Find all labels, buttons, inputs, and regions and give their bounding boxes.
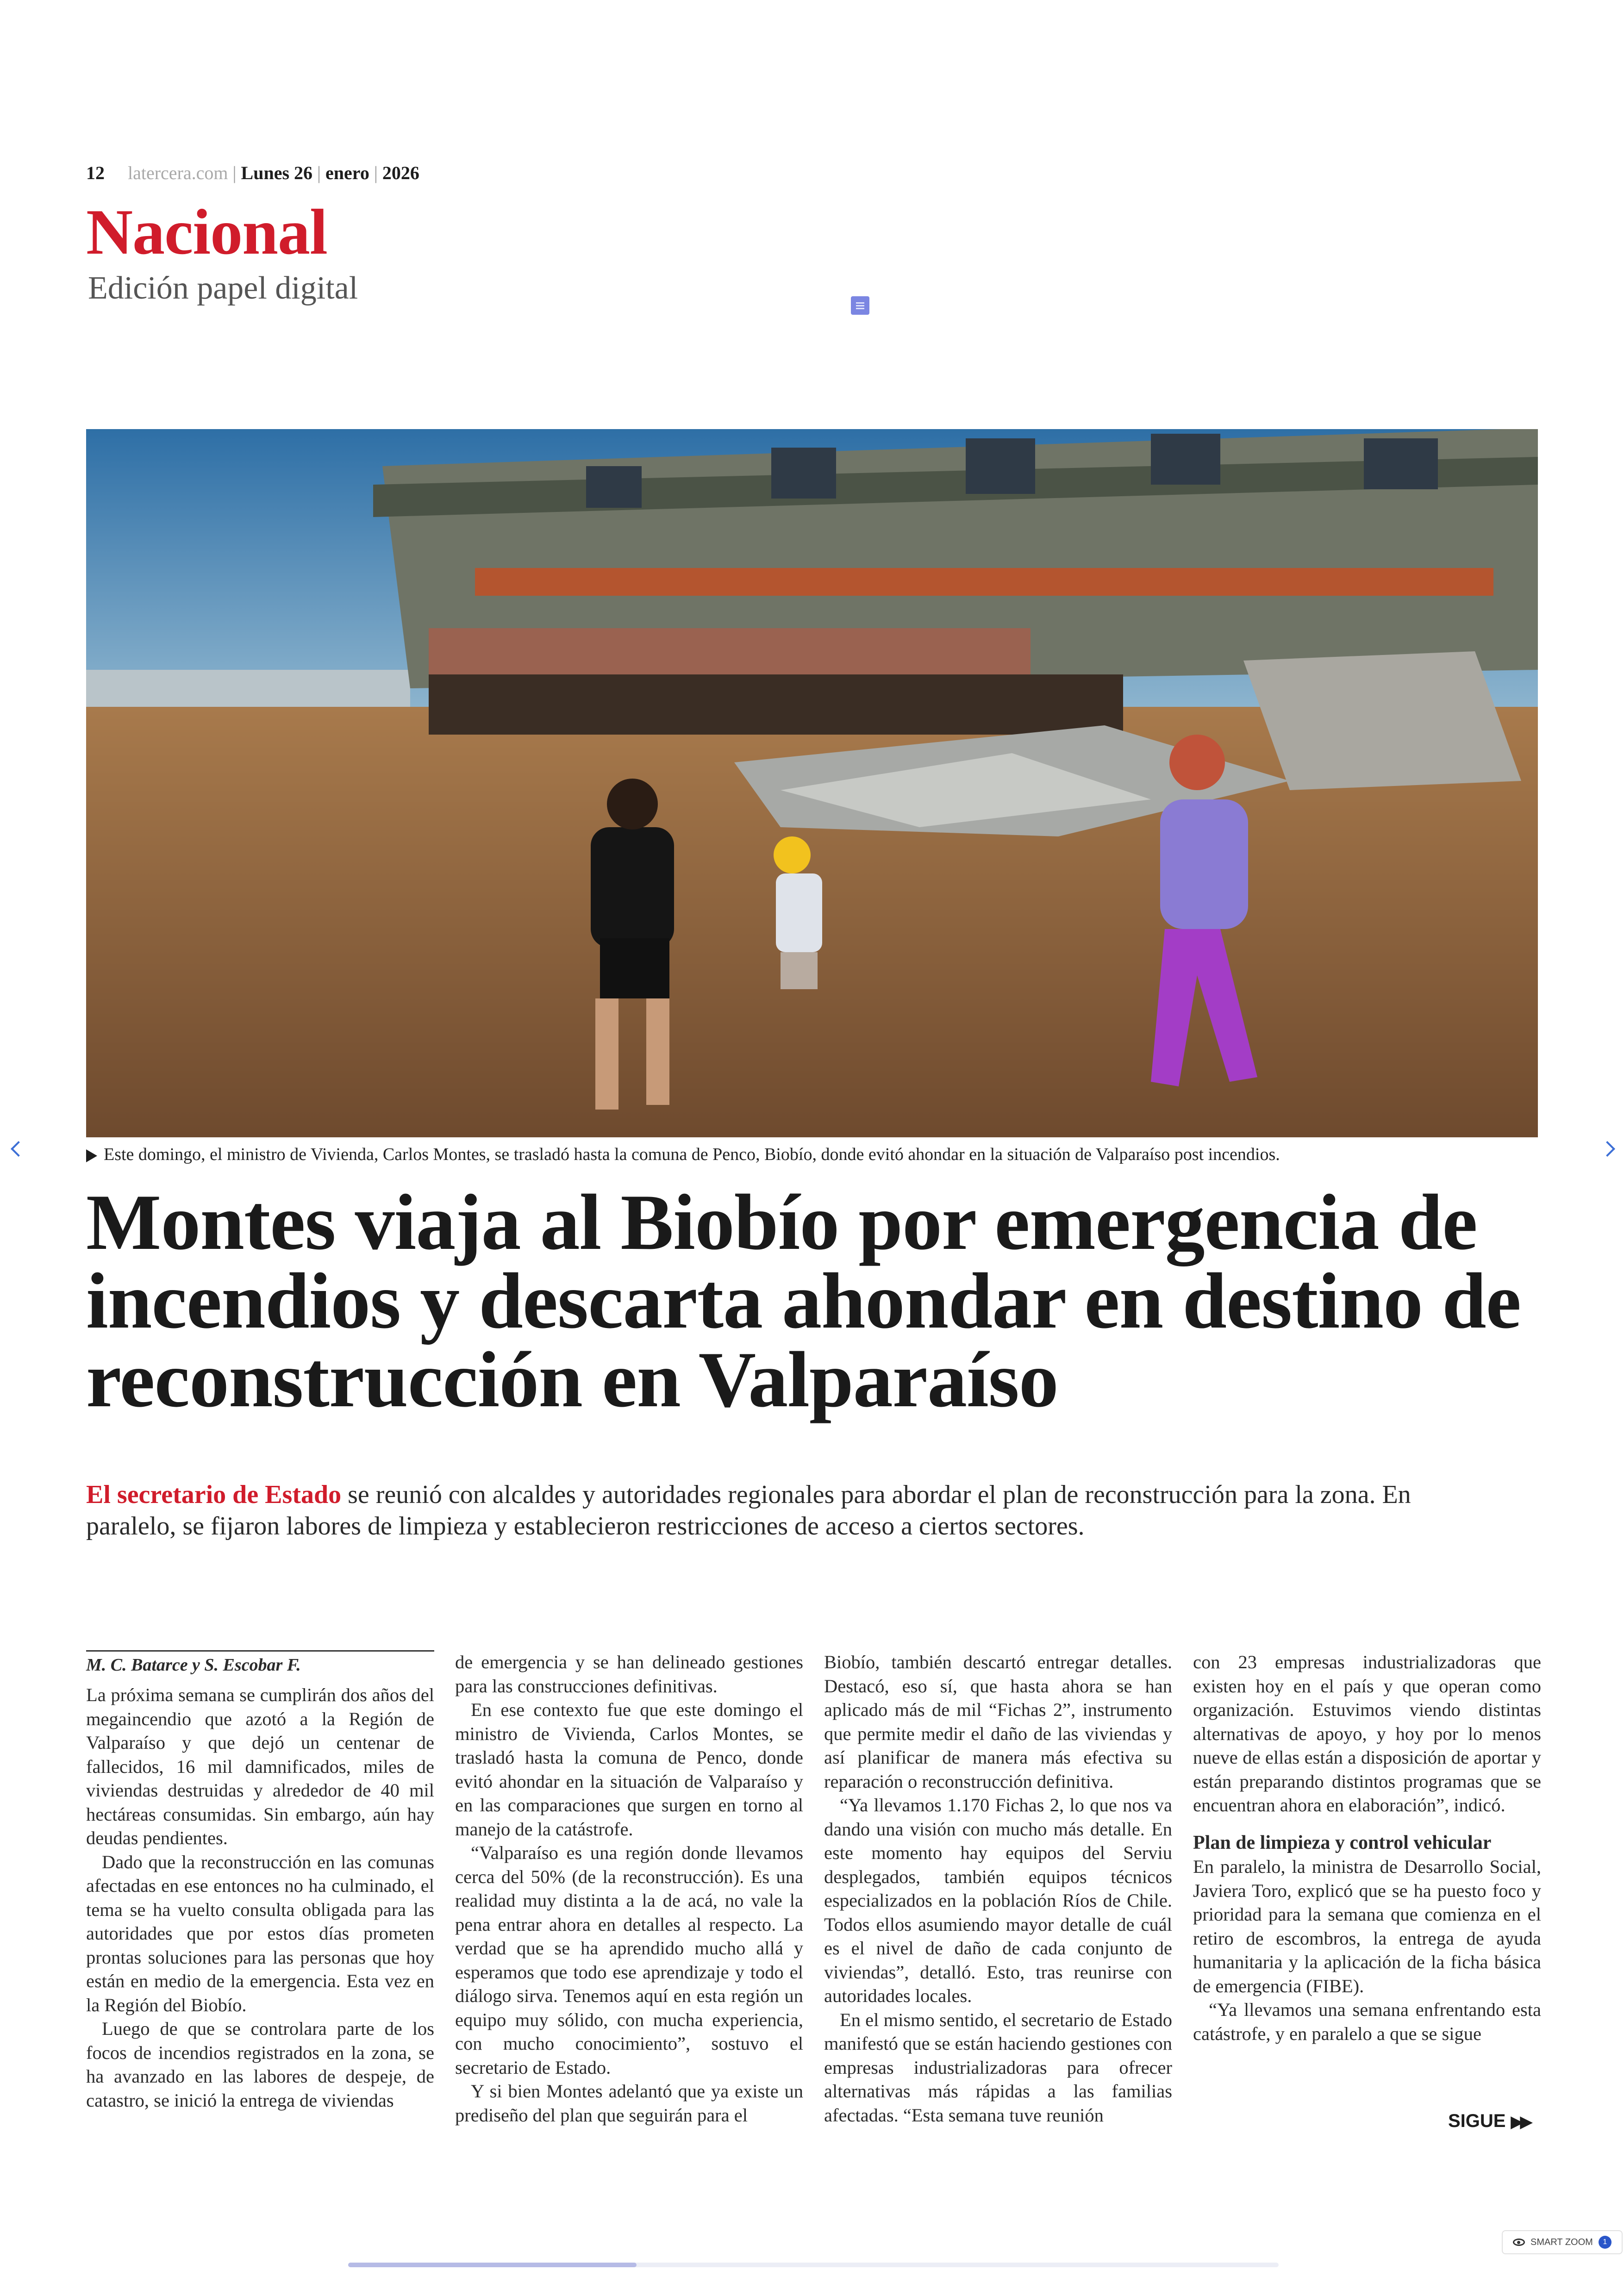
paragraph: “Ya llevamos 1.170 Fichas 2, lo que nos va dando una visión con mucho más detalle. En este momento hay equipos del Serviu desplegados, también equipos técnicos especializados en la población Ríos de Chile. Todos ellos asumiendo mayor detalle de cuál es el nivel de daño de cada conjunto de viviendas”, detalló. Esto, tras reunirse con autoridades locales. [824,1795,1172,2006]
double-arrow-icon: ▶▶ [1511,2113,1530,2131]
paragraph: En el mismo sentido, el secretario de Estado manifestó que se están haciendo gestiones con empresas industrializadoras para ofrecer alternativas más rápidas a las familias afectadas. “Esta semana tuve reunión [824,2009,1172,2126]
section-subhead: Plan de limpieza y control vehicular [1193,1832,1492,1853]
paragraph: de emergencia y se han delineado gestiones para las construcciones definitivas. [455,1652,803,1696]
page-number: 12 [86,162,105,183]
date-day: Lunes 26 [241,162,313,183]
lead-text: se reunió con alcaldes y autoridades regionales para abordar el plan de reconstrucción para la zona. En paralelo, se fijaron labores de limpieza y establecieron restricciones de acceso a ciertos sectores. [86,1480,1411,1540]
photo-caption-text: Este domingo, el ministro de Vivienda, Carlos Montes, se trasladó hasta la comuna de Penco, Biobío, donde evitó ahondar en la situación de Valparaíso post incendios. [104,1145,1280,1164]
caption-arrow-icon [86,1149,97,1162]
body-column-3 [824,1650,1172,2127]
separator: | [317,162,321,183]
continue-text: SIGUE [1448,2111,1506,2131]
smart-zoom-label: SMART ZOOM [1530,2237,1593,2247]
hero-photo [86,429,1538,1137]
byline: M. C. Batarce y S. Escobar F. [86,1650,434,1676]
page-header [86,162,419,190]
paragraph: En paralelo, la ministra de Desarrollo Social, Javiera Toro, explicó que se ha puesto foco y prioridad para la semana que comienza en el retiro de escombros, la entrega de ayuda humanitaria y la aplicación de la ficha básica de emergencia (FIBE). [1193,1856,1541,1996]
paragraph: La próxima semana se cumplirán dos años del megaincendio que azotó a la Región de Valparaíso y que dejó un centenar de fallecidos, 16 mil damnificados, miles de viviendas destruidas y alrededor de 40 mil hectáreas consumidas. Sin embargo, aún hay deudas pendientes. [86,1684,434,1848]
paragraph: Luego de que se controlara parte de los focos de incendios registrados en la zona, se ha avanzado en las labores de despeje, de catastro, se inició la entrega de viviendas [86,2018,434,2111]
body-column-4 [1193,1650,1541,2046]
paragraph: Y si bien Montes adelantó que ya existe un prediseño del plan que seguirán para el [455,2081,803,2126]
paragraph: En ese contexto fue que este domingo el ministro de Vivienda, Carlos Montes, se trasladó hasta la comuna de Penco, donde evitó ahondar en la situación de Valparaíso y en las comparaciones que surgen en torno al manejo de la catástrofe. [455,1699,803,1840]
previous-page-icon[interactable] [7,1140,26,1158]
section-title: Nacional [86,196,327,268]
paragraph: Dado que la reconstrucción en las comunas afectadas en ese entonces no ha culminado, el tema se ha vuelto consulta obligada para las autoridades que por estos días prometen prontas soluciones para las personas que hoy están en medio de la emergencia. Esta vez en la Región del Biobío. [86,1851,434,2015]
photo-caption [86,1144,1280,1165]
article-headline: Montes viaja al Biobío por emergencia de incendios y descarta ahondar en destino de reconstrucción en Valparaíso [86,1179,1521,1424]
separator: | [374,162,378,183]
date-month: enero [325,162,369,183]
smart-zoom-badge: 1 [1599,2236,1612,2249]
edition-subtitle: Edición papel digital [88,270,358,306]
continue-link[interactable] [1448,2111,1530,2132]
site-name: latercera.com [128,162,228,183]
note-icon[interactable] [851,296,869,315]
next-page-icon[interactable] [1600,1140,1618,1158]
paragraph: “Valparaíso es una región donde llevamos cerca del 50% (de la reconstrucción). Es una realidad muy distinta a la de acá, no vale la pena entrar ahora en detalles al respecto. La verdad que se ha aprendido mucho allá y esperamos que todo ese aprendizaje y todo el diálogo sirva. Tenemos aquí en esta región un equipo muy sólido, con mucha experiencia, con mucho conocimiento”, sostuvo el secretario de Estado. [455,1842,803,2078]
reading-progress-fill [348,2263,637,2267]
lead-highlight: El secretario de Estado [86,1480,342,1509]
article-lead [86,1479,1475,1542]
date-year: 2026 [382,162,419,183]
smart-zoom-button[interactable] [1502,2230,1623,2254]
body-column-2 [455,1650,803,2127]
paragraph: Biobío, también descartó entregar detalles. Destacó, eso sí, que hasta ahora se han aplicado más de mil “Fichas 2”, instrumento que permite medir el daño de las viviendas y así planificar de manera más efectiva su reparación o reconstrucción definitiva. [824,1652,1172,1792]
paragraph: con 23 empresas industrializadoras que existen hoy en el país y que operan como organización. Estuvimos viendo distintas alternativas de apoyo, y hoy por lo menos nueve de ellas están a disposición de aportar y están preparando distintos programas que se encuentran ahora en elaboración”, indicó. [1193,1652,1541,1815]
eye-icon [1513,2239,1525,2246]
paragraph: “Ya llevamos una semana enfrentando esta catástrofe, y en paralelo a que se sigue [1193,1999,1541,2044]
separator: | [232,162,237,183]
reading-progress-bar[interactable] [348,2263,1279,2267]
body-column-1 [86,1650,434,2112]
